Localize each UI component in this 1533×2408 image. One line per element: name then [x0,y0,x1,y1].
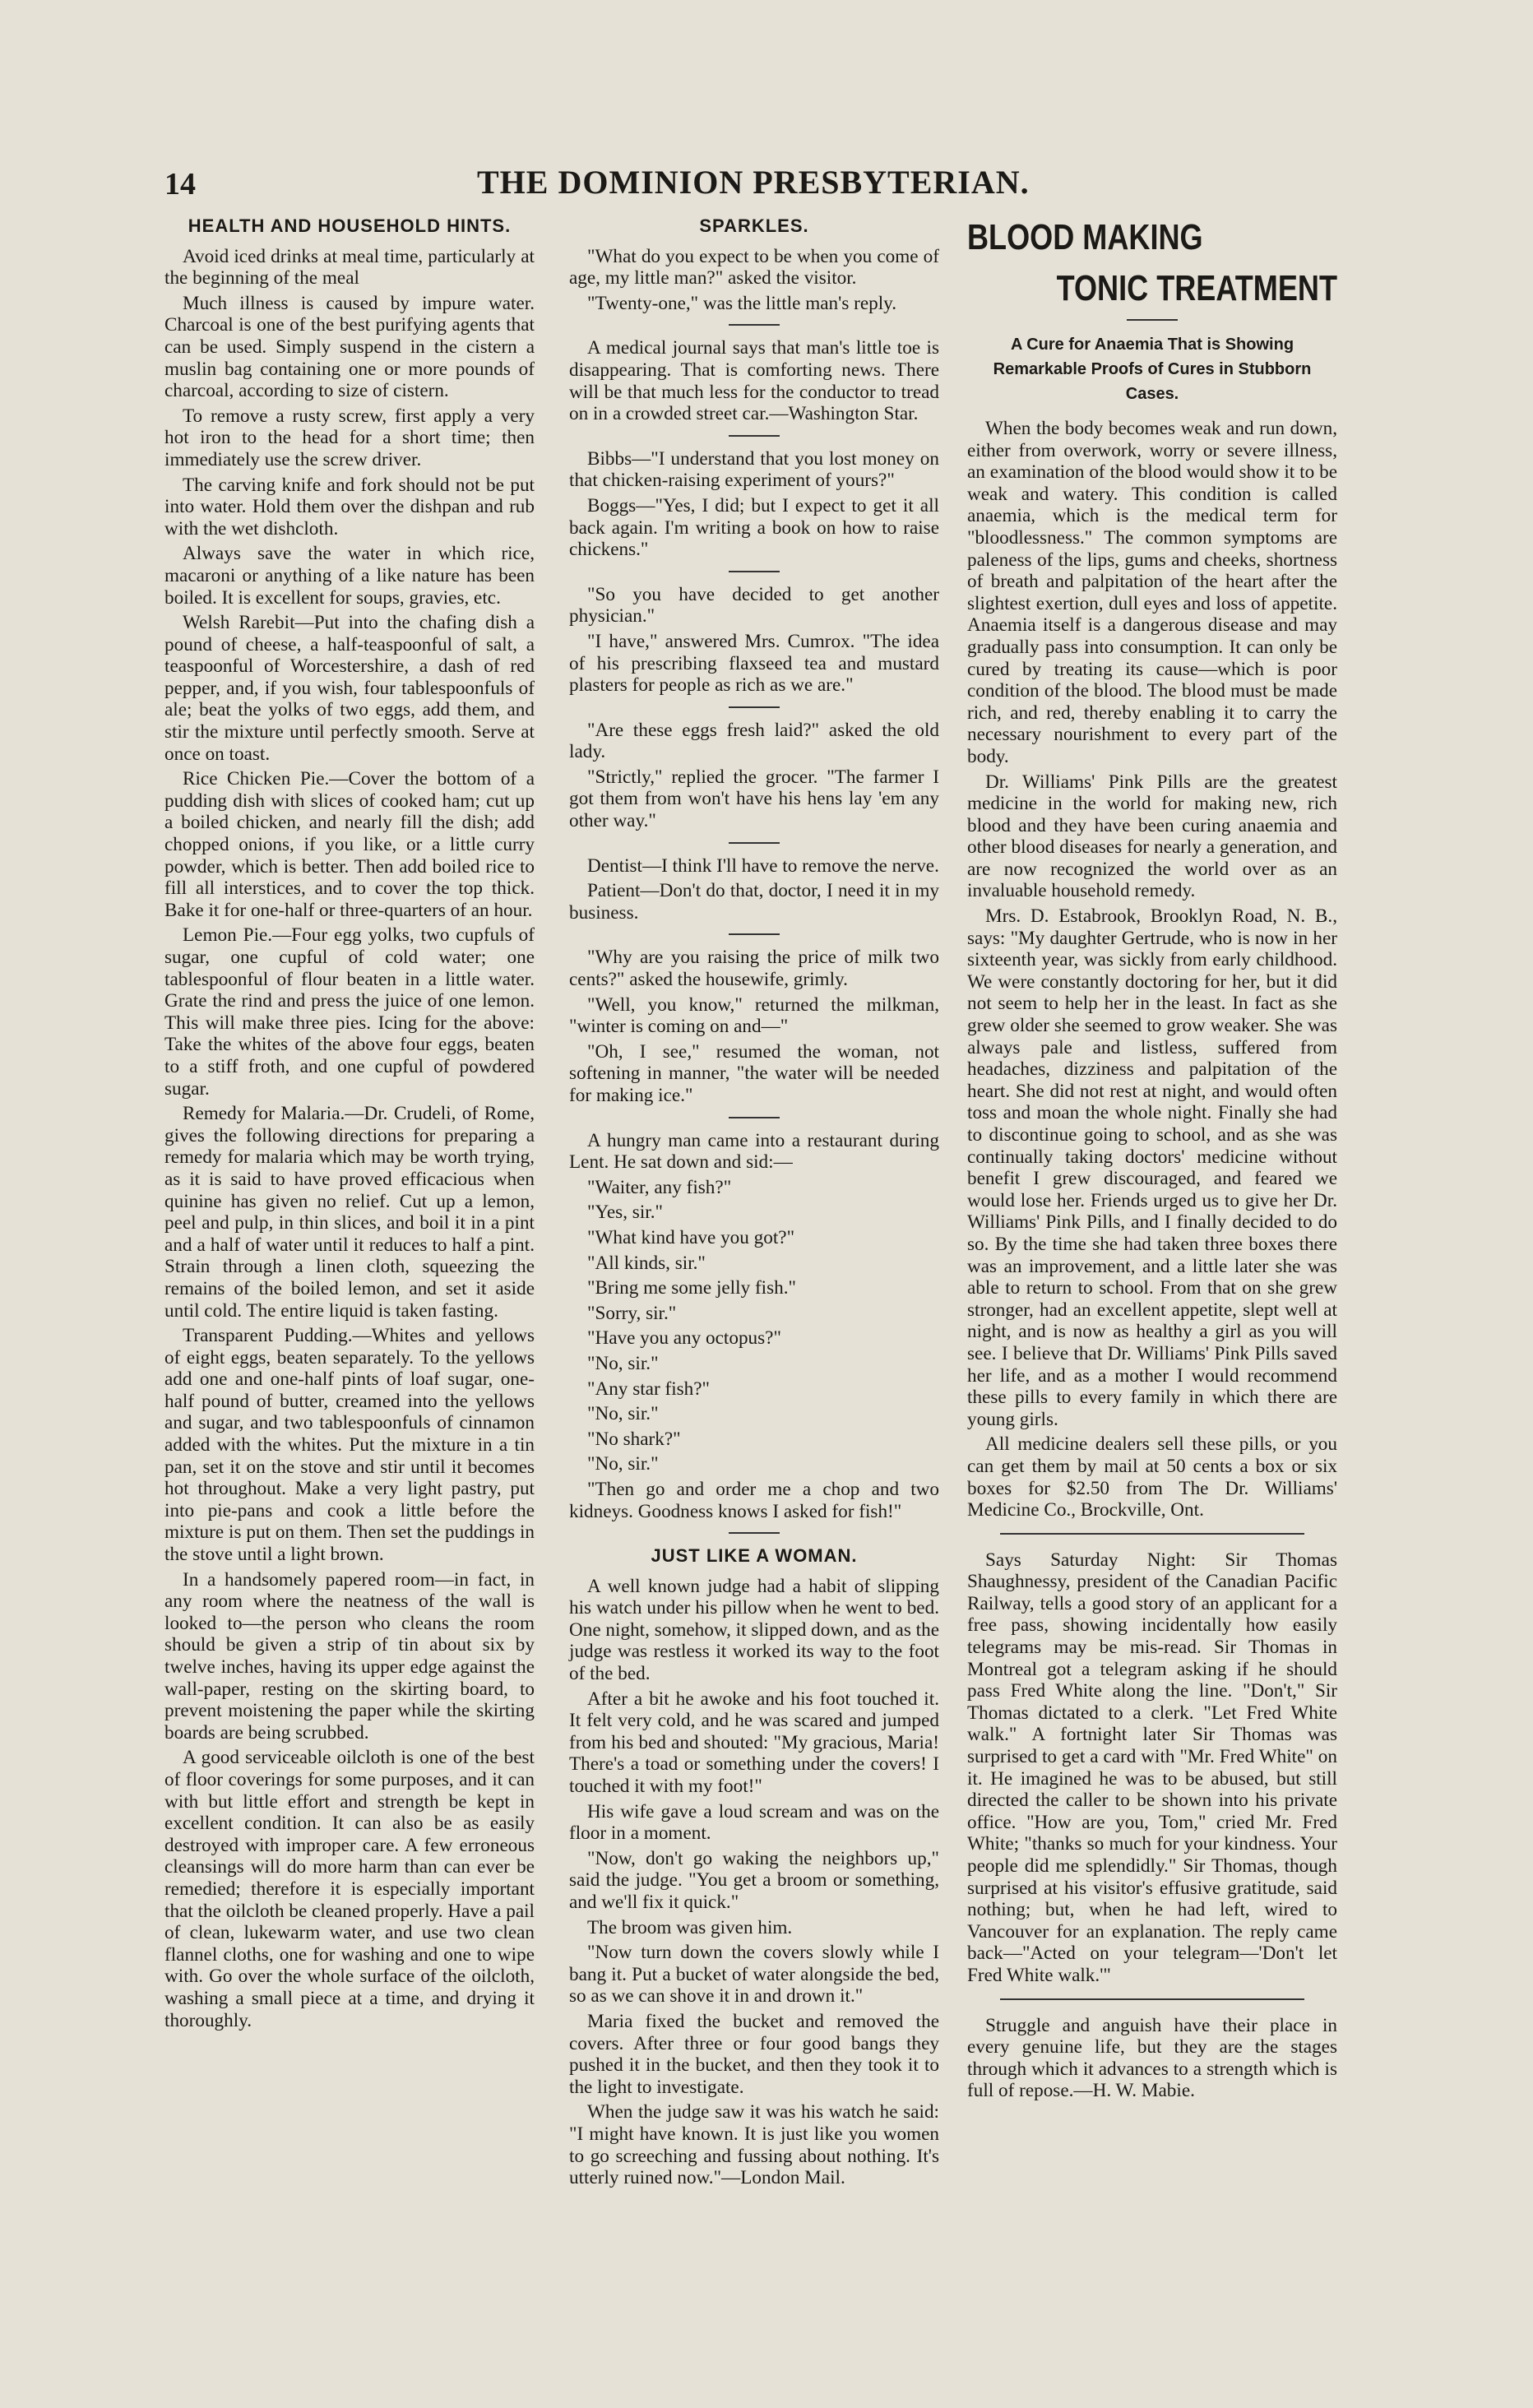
hint-paragraph: Welsh Rarebit—Put into the chafing dish a pound of cheese, a half-teaspoonful of salt, a teaspoonful of Worcestershire, a dash of red pepper, and, if you wish, four tablespoonfuls of ale; beat the yolks of two eggs, add them, and stir the mixture until perfectly smooth. Serve at once on toast. [164,612,535,765]
separator [729,706,780,708]
joke-line: Patient—Don't do that, doctor, I need it in my business. [569,880,939,924]
advertisement-column [967,215,1337,2105]
hint-paragraph: A good serviceable oilcloth is one of the best of floor coverings for some purposes, and it can with but little effort and strength be kept in excellent condition. It can also be as easily destroyed with improper care. A few erroneous cleansings will do more harm than can ever be remedied; therefore it is especially important that the oilcloth be cleaned properly. Have a pail of clean, lukewarm water, and use two clean flannel cloths, one for washing and one to wipe with. Go over the whole surface of the oilcloth, washing a small piece at a time, and drying it thoroughly. [164,1747,535,2031]
journal-title: THE DOMINION PRESBYTERIAN. [477,164,1030,201]
joke-line: "Well, you know," returned the milkman, "winter is coming on and—" [569,993,939,1038]
hint-paragraph: Rice Chicken Pie.—Cover the bottom of a pudding dish with slices of cooked ham; cut up a boiled chicken, and nearly fill the dish; add chopped onions, if you like, or a little curry powder, which is better. Then add boiled rice to fill all interstices, and to cover the top thick. Bake it for one-half or three-quarters of an hour. [164,768,535,921]
joke-line: "Strictly," replied the grocer. "The farmer I got them from won't have his hens lay 'em any other way." [569,766,939,832]
hint-paragraph: Remedy for Malaria.—Dr. Crudeli, of Rome, gives the following directions for preparing a remedy for malaria which may be worth trying, as it is said to have proved efficacious when quinine has given no relief. Cut up a lemon, peel and pulp, in thin slices, and boil it in a pint and a half of water until it reduces to half a pint. Strain through a linen cloth, squeezing the remains of the boiled lemon, and set it aside until cold. The entire liquid is taken fasting. [164,1103,535,1322]
story-paragraph: The broom was given him. [587,1916,793,1938]
dialogue-line: "Yes, sir." [587,1202,663,1224]
ad-paragraph: Mrs. D. Estabrook, Brooklyn Road, N. B., says: "My daughter Gertrude, who is now in her sixteenth year, was sickly from early childhood. We were constantly doctoring for her, but it did not seem to help her in the least. In fact as she grew older she seemed to grow weaker. She was always pale and listless, suffered from headaches, dizziness and palpitation of the heart. She did not rest at night, and would often toss and moan the whole night. Finally she had to discontinue going to school, and as she was continually taking doctors' medicine without benefit I grew discouraged, and feared we would lose her. Friends urged us to give her Dr. Williams' Pink Pills, and I finally decided to do so. By the time she had taken three boxes there was an improvement, and a little later she was able to return to school. From that on she grew stronger, had an excellent appetite, slept well at night, and is now as healthy a girl as you will see. I believe that Dr. Williams' Pink Pills saved her life, and as a mother I would recommend these pills to every family in which there are young girls. [967,905,1337,1430]
page-number: 14 [164,167,196,201]
dialogue-line: "Sorry, sir." [587,1302,677,1324]
dialogue-line: "No, sir." [587,1453,659,1475]
hint-paragraph: In a handsomely papered room—in fact, in any room where the neatness of the wall is looked to—the person who cleans the room should be given a strip of tin about six by twelve inches, having its upper edge against the wall-paper, resting on the skirting board, to prevent moistening the paper while the skirting boards are being scrubbed. [164,1568,535,1743]
dialogue-line: "All kinds, sir." [587,1252,706,1274]
separator [729,1532,780,1534]
separator [729,435,780,437]
ad-paragraph: When the body becomes weak and run down, either from overwork, worry or severe illness, an examination of the blood would show it to be weak and watery. This condition is called anaemia, which is the medical term for "bloodlessness." The common symptoms are paleness of the lips, gums and cheeks, shortness of breath and palpitation of the heart after the slightest exertion, dull eyes and loss of appetite. Anaemia itself is a dangerous disease and may gradually pass into consumption. It can only be cured by treating its cause—which is poor condition of the blood. The blood must be made rich, and red, thereby enabling it to carry the necessary nourishment to every part of the body. [967,418,1337,767]
separator [729,933,780,935]
divider [1000,1998,1304,2000]
story-heading: JUST LIKE A WOMAN. [651,1545,858,1567]
story-paragraph: Maria fixed the bucket and removed the covers. After three or four good bangs they pushed it in the bucket, and then they took it to the light to investigate. [569,2010,939,2098]
hint-paragraph: Avoid iced drinks at meal time, particularly at the beginning of the meal [164,245,535,289]
story-paragraph: A well known judge had a habit of slipping his watch under his pillow when he went to bed. One night, somehow, it slipped down, and as the judge was restless it worked its way to the foot of the bed. [569,1575,939,1685]
story-paragraph: When the judge saw it was his watch he said: "I might have known. It is just like you women to go screeching and fussing about nothing. It's utterly ruined now."—London Mail. [569,2101,939,2189]
separator [729,1117,780,1118]
joke-line: Bibbs—"I understand that you lost money on that chicken-raising experiment of yours?" [569,447,939,492]
separator [729,842,780,844]
hint-paragraph: Transparent Pudding.—Whites and yellows of eight eggs, beaten separately. To the yellows add one and one-half pints of loaf sugar, one-half pound of butter, creamed into the yellows and sugar, and two tablespoonfuls of cinnamon added with the whites. Put the mixture in a tin pan, set it on the stove and stir until it becomes hot throughout. Make a very light pastry, put into pie-pans and cook a little before the mixture is put on them. Then set the puddings in the stove until a light brown. [164,1325,535,1566]
health-household-hints-column [164,215,535,2035]
joke-line: "I have," answered Mrs. Cumrox. "The idea of his prescribing flaxseed tea and mustard plasters for people as rich as we are." [569,630,939,697]
story-paragraph: His wife gave a loud scream and was on the floor in a moment. [569,1800,939,1845]
joke-line: "Why are you raising the price of milk two cents?" asked the housewife, grimly. [569,947,939,991]
separator [1127,319,1178,321]
hint-paragraph: Always save the water in which rice, macaroni or anything of a like nature has been boiled. It is excellent for soups, gravies, etc. [164,543,535,609]
ad-title-line2: TONIC TREATMENT [1056,268,1337,308]
ad-title-line1: BLOOD MAKING [967,217,1203,257]
dialogue-line: "No, sir." [587,1403,659,1425]
divider [1000,1533,1304,1535]
quote-paragraph: Struggle and anguish have their place in every genuine life, but they are the stages through which it advances to a strength which is full of repose.—H. W. Mabie. [967,2014,1337,2102]
sparkles-column [569,215,939,2193]
joke-line: "So you have decided to get another physician." [569,583,939,627]
dialogue-line: "No, sir." [587,1352,659,1374]
column-heading: SPARKLES. [699,215,809,236]
joke-line: Dentist—I think I'll have to remove the nerve. [587,854,939,877]
hint-paragraph: Lemon Pie.—Four egg yolks, two cupfuls of sugar, one cupful of cold water; one tablespoonful of flour beaten in a little water. Grate the rind and press the juice of one lemon. This will make three pies. Icing for the above: Take the whites of the above four eggs, beaten to a stiff froth, and one cupful of powdered sugar. [164,924,535,1100]
dialogue-line: "Waiter, any fish?" [587,1176,732,1198]
anecdote-paragraph: Says Saturday Night: Sir Thomas Shaughnessy, president of the Canadian Pacific Railway, tells a good story of an applicant for a free pass, showing incidentally how easily telegrams may be mis-read. Sir Thomas in Montreal got a telegram asking if he should pass Fred White along the line. "Don't," Sir Thomas dictated to a clerk. "Let Fred White walk." A fortnight later Sir Thomas was surprised to get a card with "Mr. Fred White" on it. He imagined he was to be abused, but still directed the caller to be shown into his private office. "How are you, Tom," cried Mr. Fred White; "thanks so much for your kindness. Your people did me splendidly." Sir Thomas, though surprised at his visitor's effusive gratitude, said nothing; but, when he had left, wired to Vancouver for an explanation. The reply came back—"Acted on your telegram—'Don't let Fred White walk.'" [967,1549,1337,1986]
story-paragraph: "Now turn down the covers slowly while I bang it. Put a bucket of water alongside the bed, so as we can shove it in and drown it." [569,1942,939,2007]
column-heading: HEALTH AND HOUSEHOLD HINTS. [188,215,512,236]
separator [729,571,780,572]
joke-line: A medical journal says that man's little toe is disappearing. That is comforting news. There will be that much less for the conductor to tread on in a crowded street car.—Washington Star. [569,337,939,425]
joke-line: Boggs—"Yes, I did; but I expect to get it all back again. I'm writing a book on how to raise chickens." [569,494,939,561]
dialogue-line: "Any star fish?" [587,1378,711,1400]
joke-line: "Oh, I see," resumed the woman, not softening in manner, "the water will be needed for making ice." [569,1040,939,1106]
joke-line: "Twenty-one," was the little man's reply. [587,292,897,314]
joke-line: "What do you expect to be when you come of age, my little man?" asked the visitor. [569,245,939,289]
hint-paragraph: Much illness is caused by impure water. Charcoal is one of the best purifying agents that can be used. Simply suspend in the cistern a muslin bag containing one or more pounds of charcoal, according to size of cistern. [164,292,535,402]
joke-line: "Are these eggs fresh laid?" asked the old lady. [569,719,939,763]
ad-paragraph: All medicine dealers sell these pills, or you can get them by mail at 50 cents a box or six boxes for $2.50 from The Dr. Williams' Medicine Co., Brockville, Ont. [967,1433,1337,1521]
joke-line: A hungry man came into a restaurant during Lent. He sat down and sid:— [569,1129,939,1174]
separator [729,324,780,326]
dialogue-line: "No shark?" [587,1428,681,1450]
dialogue-line: "Then go and order me a chop and two kidneys. Goodness knows I asked for fish!" [569,1478,939,1522]
story-paragraph: "Now, don't go waking the neighbors up," said the judge. "You get a broom or something, and we'll fix it quick." [569,1847,939,1913]
ad-paragraph: Dr. Williams' Pink Pills are the greatest medicine in the world for making new, rich blood and they have been curing anaemia and other blood diseases for nearly a generation, and are now recognized the world over as an invaluable household remedy. [967,771,1337,902]
hint-paragraph: To remove a rusty screw, first apply a very hot iron to the head for a short time; then immediately use the screw driver. [164,405,535,470]
page-header [164,163,1398,212]
dialogue-line: "Bring me some jelly fish." [587,1277,796,1299]
hint-paragraph: The carving knife and fork should not be put into water. Hold them over the dishpan and rub with the wet dishcloth. [164,474,535,539]
ad-subtitle: A Cure for Anaemia That is Showing Remarkable Proofs of Cures in Stubborn Cases. [993,336,1312,403]
story-paragraph: After a bit he awoke and his foot touched it. It felt very cold, and he was scared and jumped from his bed and shouted: "My gracious, Maria! There's a toad or something under the covers! I touched it with my foot!" [569,1688,939,1798]
dialogue-line: "Have you any octopus?" [587,1327,781,1350]
dialogue-line: "What kind have you got?" [587,1226,795,1248]
